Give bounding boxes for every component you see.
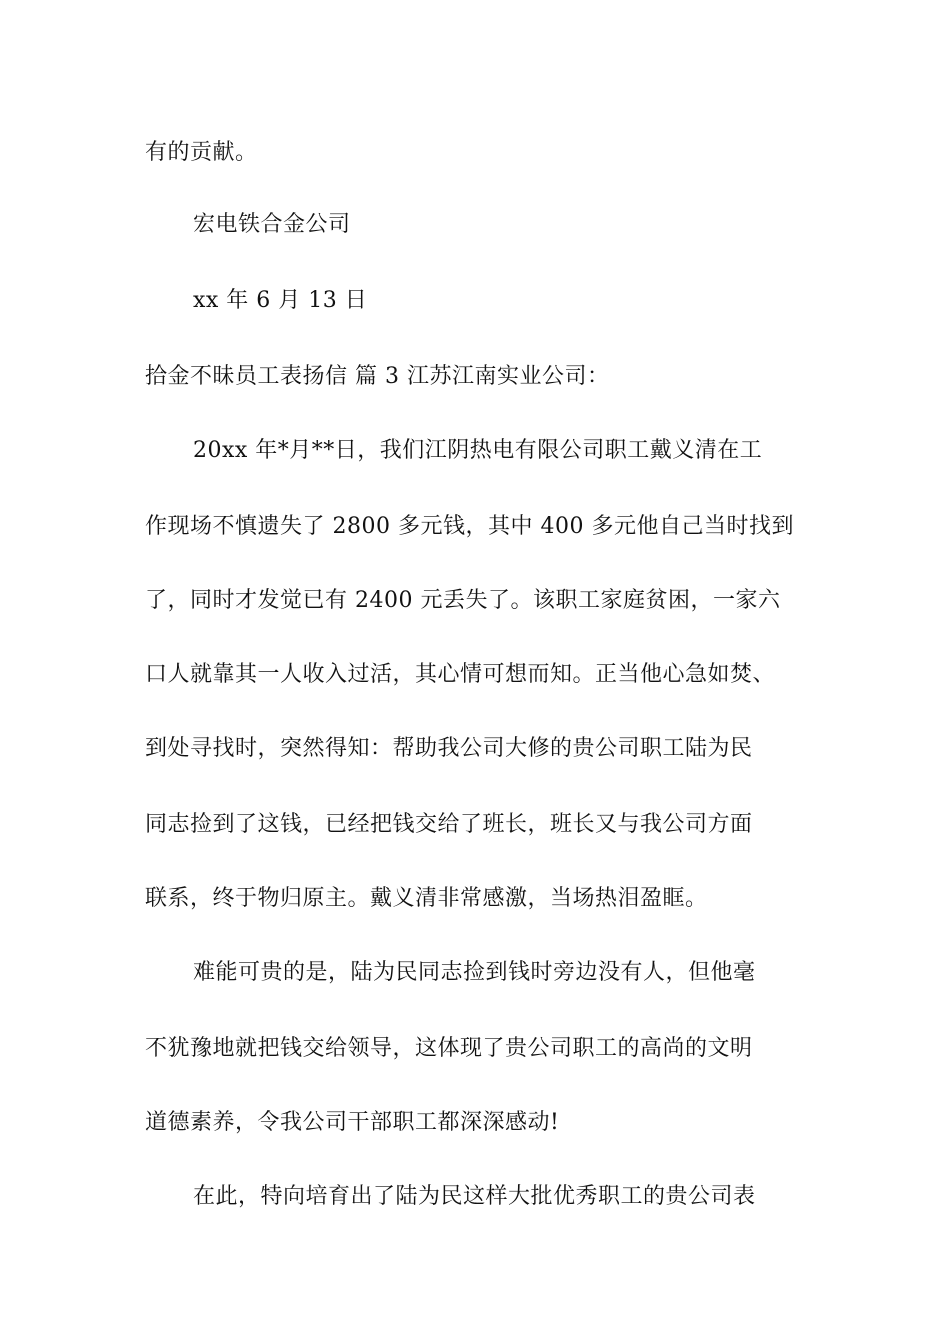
letter-heading: 拾金不昧员工表扬信 篇 3 江苏江南实业公司： (145, 364, 610, 389)
text-line-1: 有的贡献。 (145, 140, 258, 165)
signature-company: 宏电铁合金公司 (193, 212, 351, 237)
paragraph-1-line-4: 口人就靠其一人收入过活，其心情可想而知。正当他心急如焚、 (145, 662, 776, 687)
signature-date: xx 年 6 月 13 日 (193, 288, 368, 313)
paragraph-1-line-5: 到处寻找时，突然得知：帮助我公司大修的贵公司职工陆为民 (145, 736, 753, 761)
paragraph-2-line-1: 难能可贵的是，陆为民同志捡到钱时旁边没有人，但他毫 (193, 960, 756, 985)
paragraph-1-line-2: 作现场不慎遗失了 2800 多元钱，其中 400 多元他自己当时找到 (145, 514, 794, 539)
paragraph-1-line-7: 联系，终于物归原主。戴义清非常感激，当场热泪盈眶。 (145, 886, 708, 911)
paragraph-2-line-3: 道德素养，令我公司干部职工都深深感动! (145, 1110, 560, 1135)
paragraph-1-line-1: 20xx 年*月**日，我们江阴热电有限公司职工戴义清在工 (193, 438, 763, 463)
paragraph-3-line-1: 在此，特向培育出了陆为民这样大批优秀职工的贵公司表 (193, 1184, 756, 1209)
paragraph-2-line-2: 不犹豫地就把钱交给领导，这体现了贵公司职工的高尚的文明 (145, 1036, 753, 1061)
paragraph-1-line-6: 同志捡到了这钱，已经把钱交给了班长，班长又与我公司方面 (145, 812, 753, 837)
paragraph-1-line-3: 了，同时才发觉已有 2400 元丢失了。该职工家庭贫困，一家六 (145, 588, 781, 613)
